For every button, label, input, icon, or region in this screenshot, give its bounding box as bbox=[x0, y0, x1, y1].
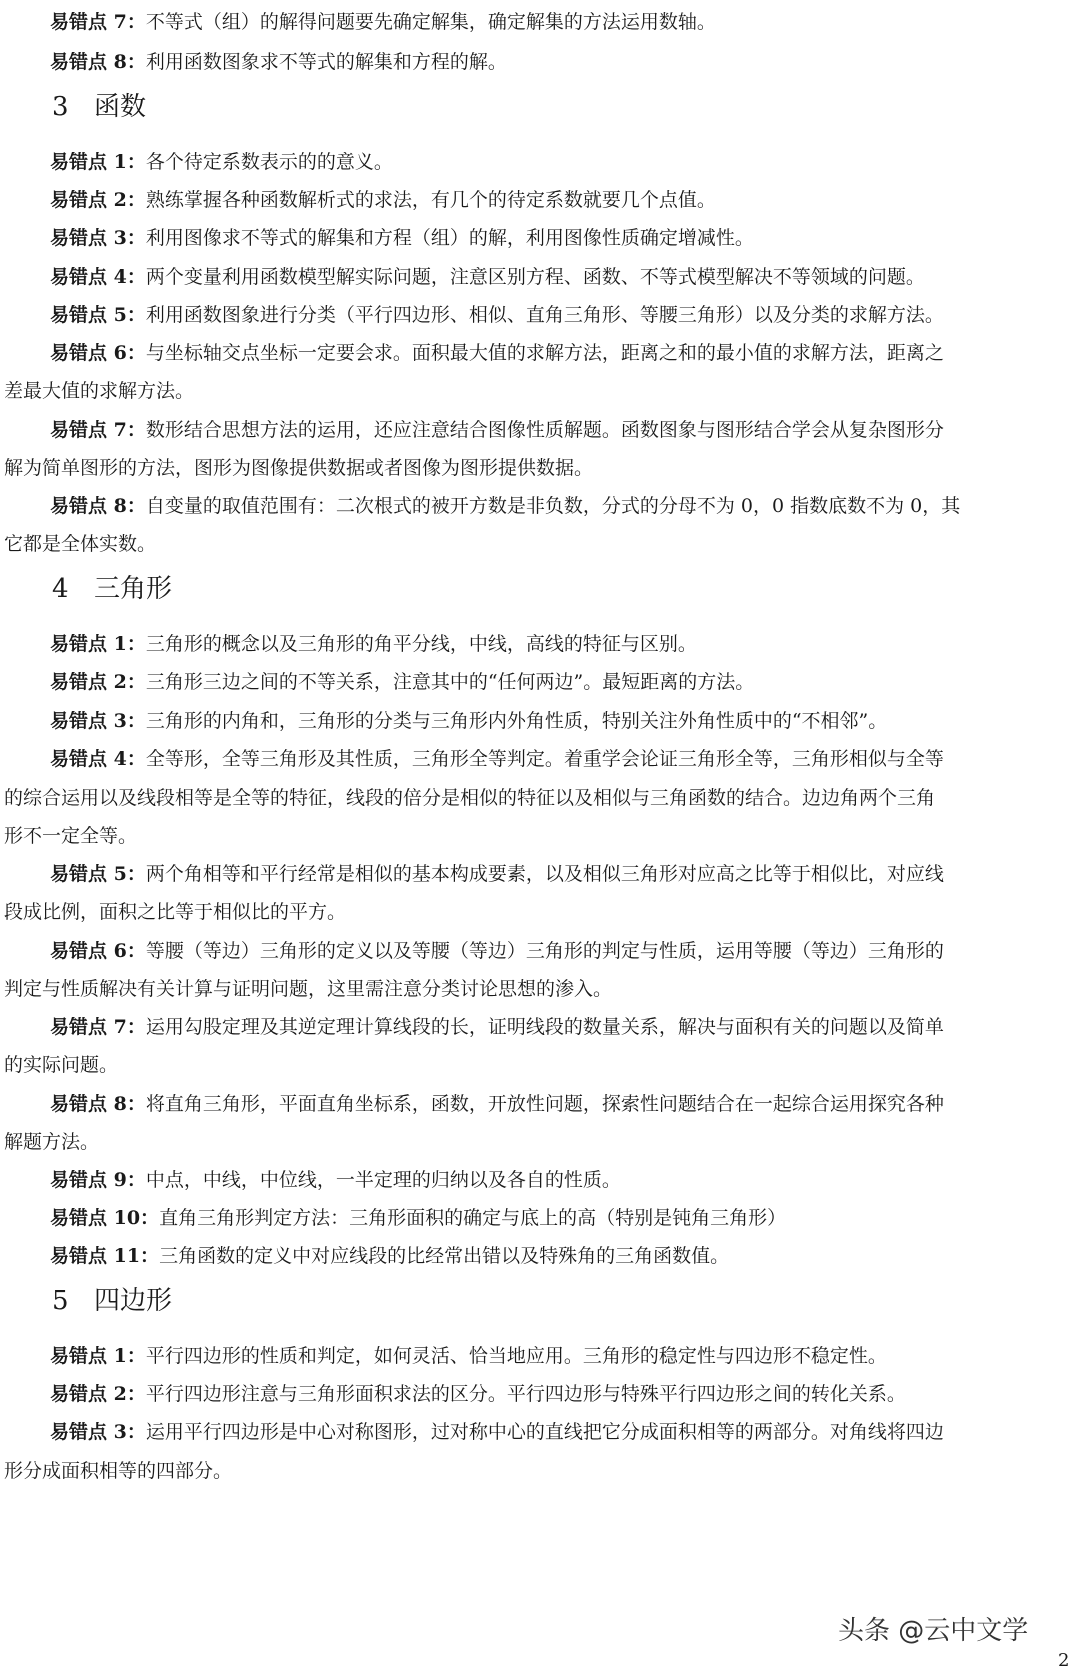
page-number: 2 bbox=[1058, 1650, 1070, 1671]
item-line-continued: 判定与性质解决有关计算与证明问题，这里需注意分类讨论思想的渗入。 bbox=[4, 979, 613, 999]
item-line: 易错点 8：自变量的取值范围有：二次根式的被开方数是非负数，分式的分母不为 0，0 指数底数不为 0，其 bbox=[50, 496, 961, 516]
item-line: 易错点 6：等腰（等边）三角形的定义以及等腰（等边）三角形的判定与性质，运用等腰（等边）三角形的 bbox=[50, 941, 944, 961]
item-line: 易错点 11：三角函数的定义中对应线段的比经常出错以及特殊角的三角函数值。 bbox=[50, 1246, 730, 1266]
item-line: 易错点 4：全等形，全等三角形及其性质，三角形全等判定。着重学会论证三角形全等，三角形相似与全等 bbox=[50, 749, 944, 769]
item-line-continued: 形分成面积相等的四部分。 bbox=[4, 1461, 233, 1481]
item-line: 易错点 2：平行四边形注意与三角形面积求法的区分。平行四边形与特殊平行四边形之间的转化关系。 bbox=[50, 1384, 906, 1404]
item-line: 易错点 3：运用平行四边形是中心对称图形，过对称中心的直线把它分成面积相等的两部分。对角线将四边 bbox=[50, 1422, 944, 1442]
item-line: 易错点 5：利用函数图象进行分类（平行四边形、相似、直角三角形、等腰三角形）以及分类的求解方法。 bbox=[50, 305, 944, 325]
item-line: 易错点 2：三角形三边之间的不等关系，注意其中的“任何两边”。最短距离的方法。 bbox=[50, 672, 755, 692]
section-heading-4: 4 三角形 bbox=[52, 574, 173, 604]
item-line: 易错点 7：数形结合思想方法的运用，还应注意结合图像性质解题。函数图象与图形结合学会从复杂图形分 bbox=[50, 420, 944, 440]
section-heading-5: 5 四边形 bbox=[52, 1286, 173, 1316]
item-line-continued: 的综合运用以及线段相等是全等的特征，线段的倍分是相似的特征以及相似与三角函数的结合。边边角两个三角 bbox=[4, 788, 936, 808]
item-line: 易错点 6：与坐标轴交点坐标一定要会求。面积最大值的求解方法，距离之和的最小值的求解方法，距离之 bbox=[50, 343, 944, 363]
item-line-continued: 段成比例，面积之比等于相似比的平方。 bbox=[4, 902, 347, 922]
item-line: 易错点 1：平行四边形的性质和判定，如何灵活、恰当地应用。三角形的稳定性与四边形不稳定性。 bbox=[50, 1346, 887, 1366]
item-line: 易错点 8：将直角三角形，平面直角坐标系，函数，开放性问题，探索性问题结合在一起综合运用探究各种 bbox=[50, 1094, 944, 1114]
item-line: 易错点 1：各个待定系数表示的的意义。 bbox=[50, 152, 393, 172]
item-line: 易错点 9：中点，中线，中位线，一半定理的归纳以及各自的性质。 bbox=[50, 1170, 621, 1190]
item-line: 易错点 2：熟练掌握各种函数解析式的求法，有几个的待定系数就要几个点值。 bbox=[50, 190, 716, 210]
item-line: 易错点 8：利用函数图象求不等式的解集和方程的解。 bbox=[50, 52, 507, 72]
item-line: 易错点 3：三角形的内角和，三角形的分类与三角形内外角性质，特别关注外角性质中的“不相邻”。 bbox=[50, 711, 888, 731]
item-line: 易错点 10：直角三角形判定方法：三角形面积的确定与底上的高（特别是钝角三角形） bbox=[50, 1208, 787, 1228]
item-line-continued: 的实际问题。 bbox=[4, 1055, 119, 1075]
item-line-continued: 形不一定全等。 bbox=[4, 826, 138, 846]
item-line: 易错点 7：不等式（组）的解得问题要先确定解集，确定解集的方法运用数轴。 bbox=[50, 12, 716, 32]
watermark: 头条 @云中文学 bbox=[838, 1616, 1029, 1646]
item-line: 易错点 4：两个变量利用函数模型解实际问题，注意区别方程、函数、不等式模型解决不等领域的问题。 bbox=[50, 267, 925, 287]
item-line-continued: 差最大值的求解方法。 bbox=[4, 381, 195, 401]
item-line-continued: 解为简单图形的方法，图形为图像提供数据或者图像为图形提供数据。 bbox=[4, 458, 594, 478]
item-line-continued: 解题方法。 bbox=[4, 1132, 100, 1152]
item-line: 易错点 7：运用勾股定理及其逆定理计算线段的长，证明线段的数量关系，解决与面积有关的问题以及简单 bbox=[50, 1017, 944, 1037]
section-heading-3: 3 函数 bbox=[52, 92, 147, 122]
item-line-continued: 它都是全体实数。 bbox=[4, 534, 157, 554]
item-line: 易错点 3：利用图像求不等式的解集和方程（组）的解，利用图像性质确定增减性。 bbox=[50, 228, 754, 248]
item-line: 易错点 1：三角形的概念以及三角形的角平分线，中线，高线的特征与区别。 bbox=[50, 634, 697, 654]
item-line: 易错点 5：两个角相等和平行经常是相似的基本构成要素，以及相似三角形对应高之比等于相似比，对应线 bbox=[50, 864, 944, 884]
